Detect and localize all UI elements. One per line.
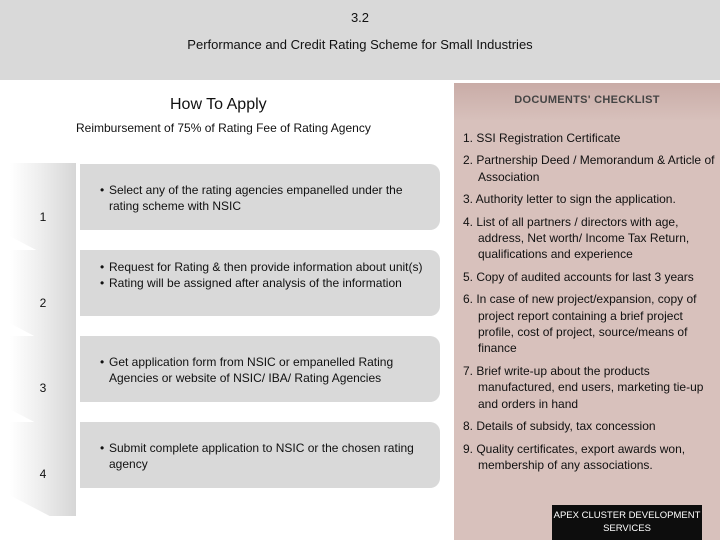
checklist-item: 9. Quality certificates, export awards won, membership of any associations. (463, 441, 686, 472)
step-4-box (80, 422, 440, 488)
step-1-box (80, 164, 440, 230)
step-3-line-1: • Get application form from NSIC or empanelled Rating Agencies or website of NSIC/ IBA/ Rating Agencies (100, 354, 428, 386)
checklist-item: 1. SSI Registration Certificate (463, 131, 621, 145)
slide-number: 3.2 (350, 10, 370, 25)
header-banner (0, 0, 720, 80)
step-3-box (80, 336, 440, 402)
step-1-number: 1 (39, 210, 47, 224)
footer-line-2: SERVICES (603, 523, 651, 534)
footer-branding (552, 505, 702, 540)
step-2-line-1: • Request for Rating & then provide information about unit(s) (100, 259, 428, 275)
checklist-items (463, 130, 718, 479)
checklist-item: 8. Details of subsidy, tax concession (463, 419, 656, 434)
how-to-apply-heading: How To Apply (170, 96, 267, 113)
step-1-line-1: • Select any of the rating agencies empanelled under the rating scheme with NSIC (100, 182, 428, 214)
step-3-number: 3 (39, 381, 47, 395)
checklist-item: 6. In case of new project/expansion, copy of project report containing a brief project profile, cost of project, source/means of finance (463, 292, 697, 356)
checklist-title: DOCUMENTS' CHECKLIST (454, 83, 720, 120)
checklist-item: 2. Partnership Deed / Memorandum & Article of Association (463, 153, 715, 184)
page-title: Performance and Credit Rating Scheme for Small Industries (187, 37, 533, 52)
footer-line-1: APEX CLUSTER DEVELOPMENT (553, 510, 701, 521)
checklist-item: 7. Brief write-up about the products manufactured, end users, marketing tie-up and orders in hand (463, 363, 704, 411)
step-2-box (80, 250, 440, 316)
checklist-item: 5. Copy of audited accounts for last 3 years (463, 269, 694, 284)
checklist-item: 4. List of all partners / directors with age, address, Net worth/ Income Tax Return, qualifications and experience (463, 214, 690, 262)
step-2-number: 2 (39, 296, 47, 310)
step-4-number: 4 (39, 467, 47, 481)
documents-checklist-panel (454, 83, 720, 540)
how-to-apply-subtitle: Reimbursement of 75% of Rating Fee of Rating Agency (76, 121, 371, 135)
step-2-line-2: • Rating will be assigned after analysis of the information (100, 275, 428, 291)
checklist-item: 3. Authority letter to sign the application. (463, 192, 676, 207)
step-4-line-1: • Submit complete application to NSIC or the chosen rating agency (100, 440, 428, 472)
